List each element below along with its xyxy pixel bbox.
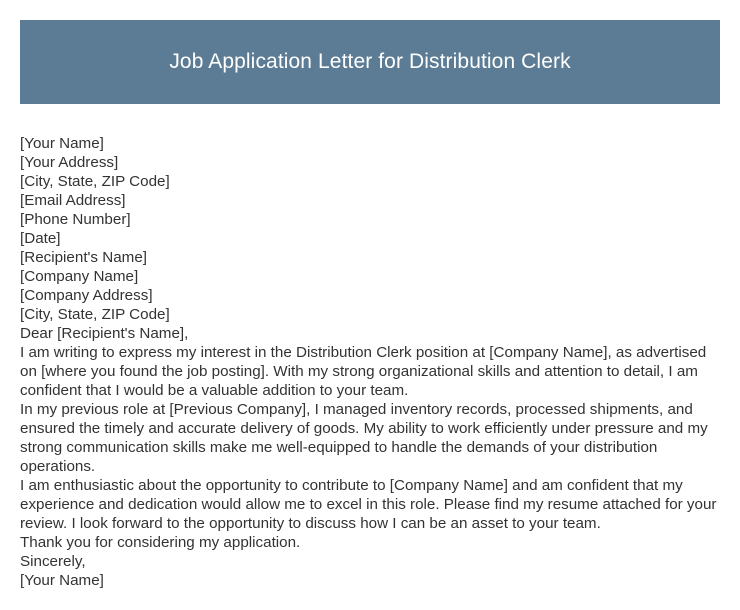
paragraph-thanks: Thank you for considering my application. xyxy=(20,534,301,551)
title-banner xyxy=(20,20,720,104)
salutation: Dear [Recipient's Name], xyxy=(20,325,189,342)
sender-address: [Your Address] xyxy=(20,154,119,171)
recipient-address: [Company Address] xyxy=(20,287,153,304)
closing: Sincerely, xyxy=(20,553,86,570)
sender-phone: [Phone Number] xyxy=(20,211,131,228)
page-title: Job Application Letter for Distribution Clerk xyxy=(169,50,571,73)
letter-date: [Date] xyxy=(20,230,61,247)
sender-city-state-zip: [City, State, ZIP Code] xyxy=(20,173,170,190)
paragraph-enthusiasm: I am enthusiastic about the opportunity to contribute to [Company Name] and am confident that my experience and dedication would allow me to excel in this role. Please find my resume attached for your review. I look forward to the opportunity to discuss how I can be an asset to your team. xyxy=(20,477,717,532)
recipient-city-state-zip: [City, State, ZIP Code] xyxy=(20,306,170,323)
recipient-name: [Recipient's Name] xyxy=(20,249,147,266)
paragraph-experience: In my previous role at [Previous Company], I managed inventory records, processed shipments, and ensured the timely and accurate delivery of goods. My ability to work efficiently under pressure and my strong communication skills make me well-equipped to handle the demands of your distribution operations. xyxy=(20,401,708,475)
sender-email: [Email Address] xyxy=(20,192,126,209)
paragraph-intro: I am writing to express my interest in the Distribution Clerk position at [Company Name], as advertised on [where you found the job posting]. With my strong organizational skills and attention to detail, I am confident that I would be a valuable addition to your team. xyxy=(20,344,707,399)
recipient-company: [Company Name] xyxy=(20,268,139,285)
letter-body xyxy=(20,134,722,590)
sender-name: [Your Name] xyxy=(20,135,104,152)
signature: [Your Name] xyxy=(20,572,104,589)
